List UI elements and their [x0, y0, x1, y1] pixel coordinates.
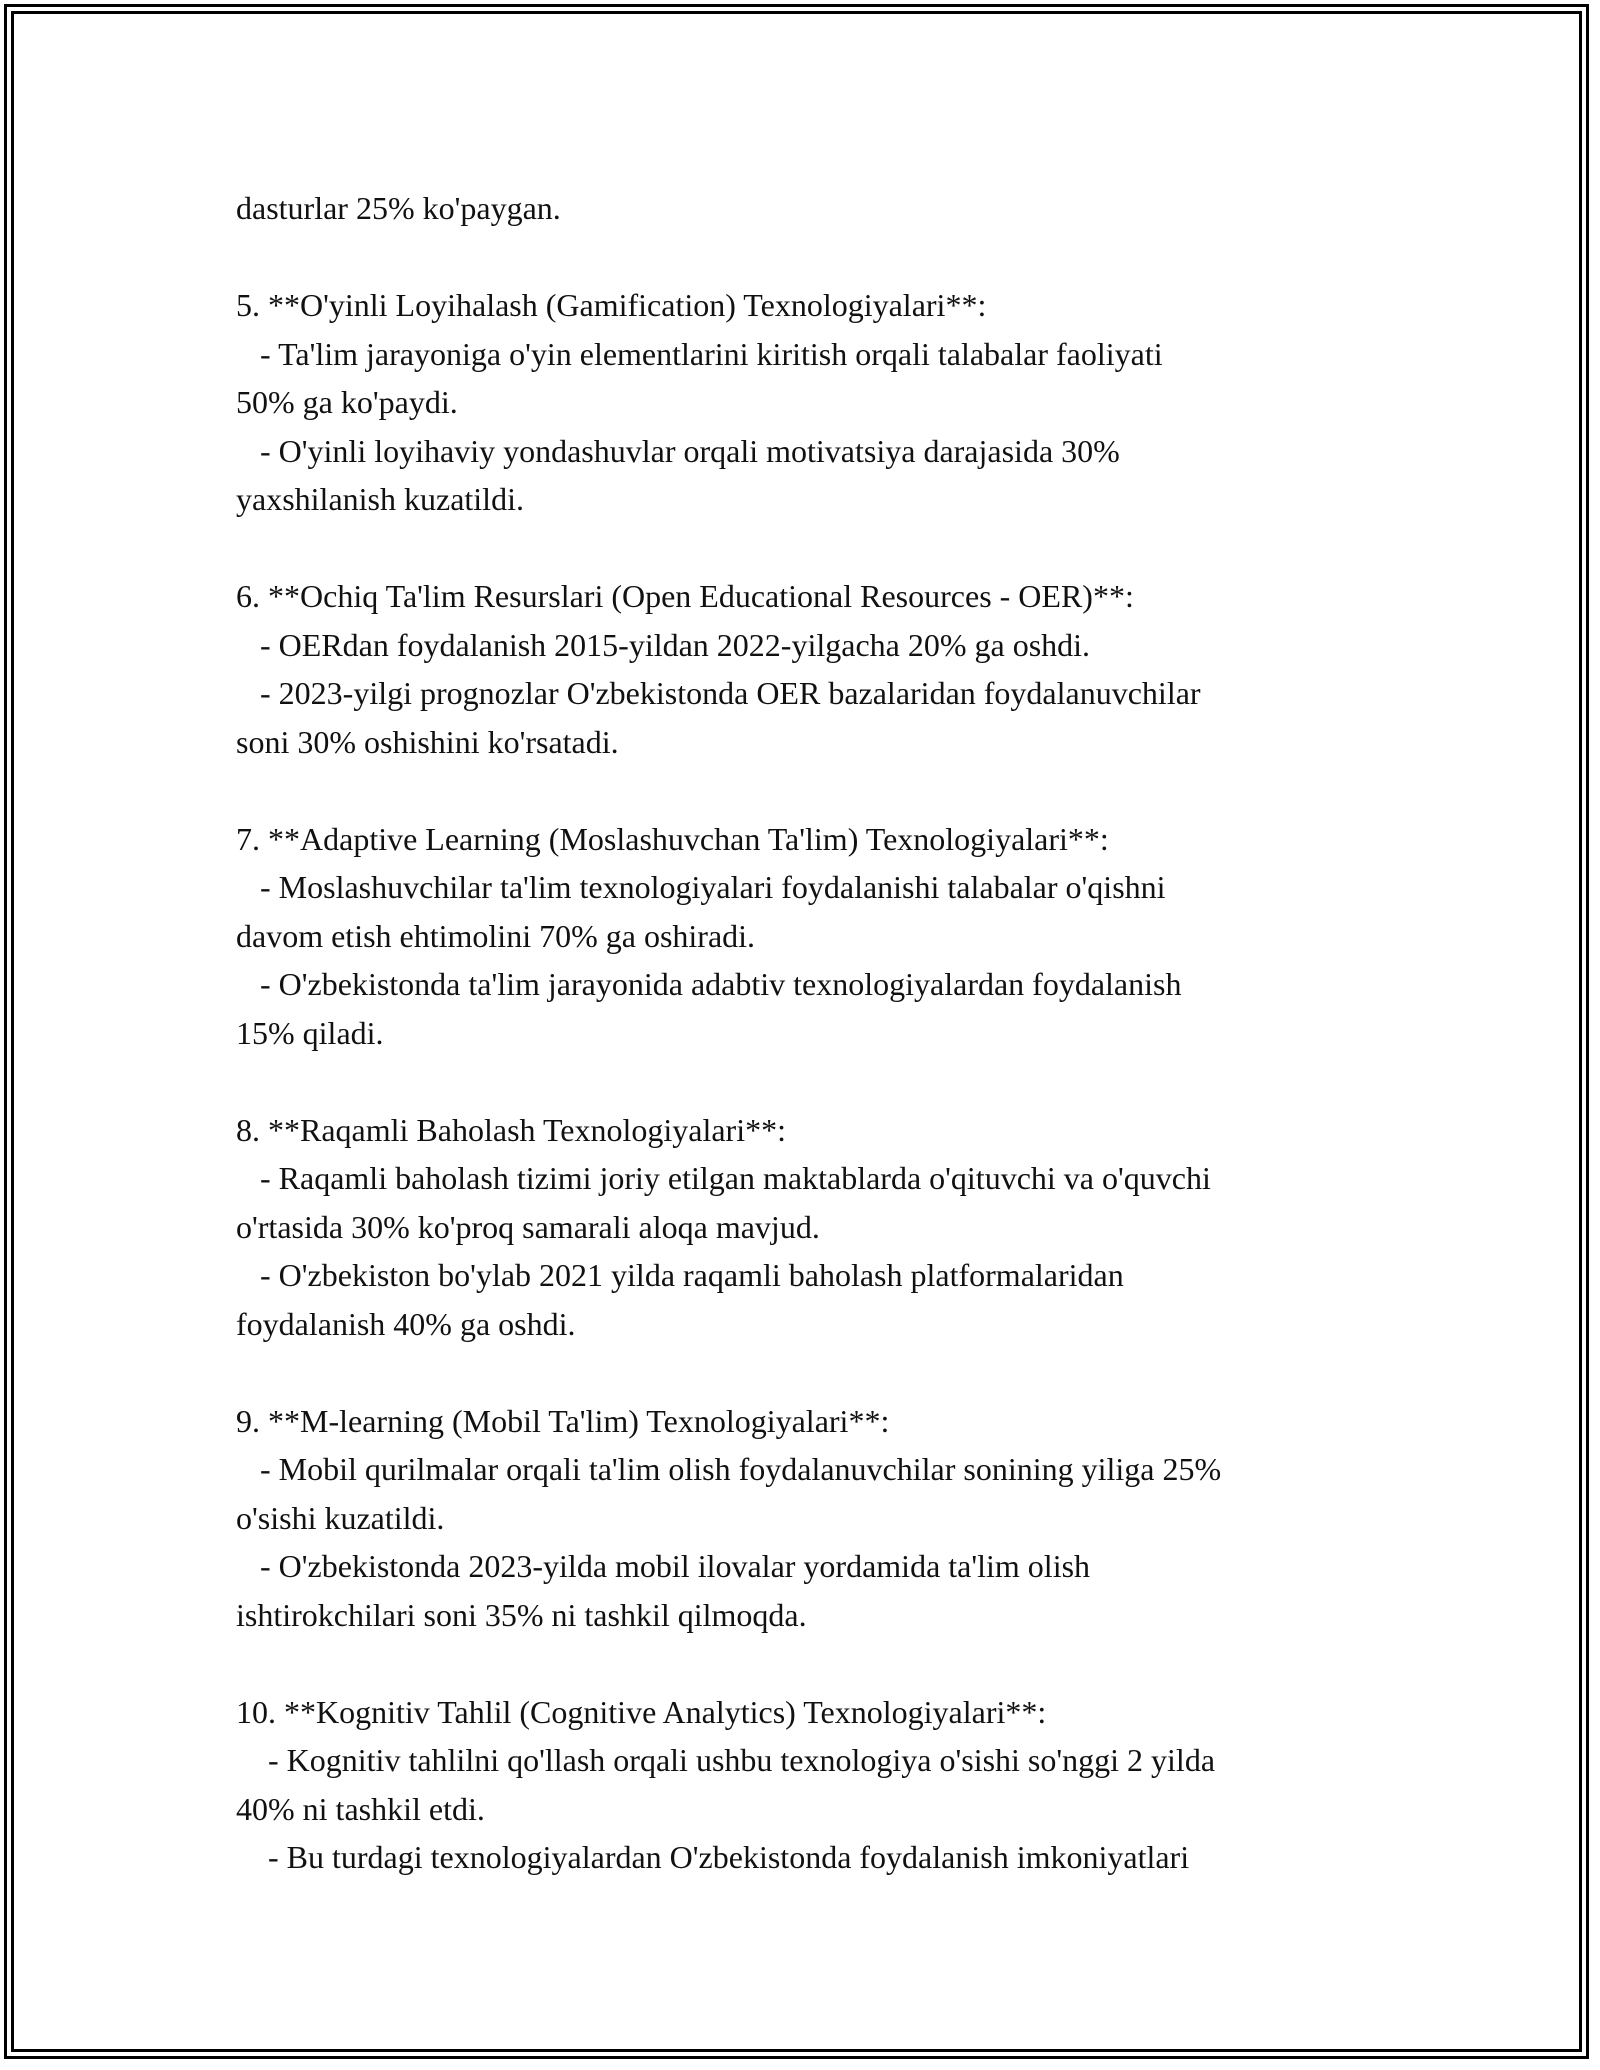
- text-line: 50% ga ko'paydi.: [236, 384, 458, 420]
- blank-line: [236, 766, 1436, 815]
- text-line: o'sishi kuzatildi.: [236, 1499, 445, 1536]
- text-line: - 2023-yilgi prognozlar O'zbekistonda OER bazalaridan foydalanuvchilar: [236, 675, 1201, 711]
- text-line: 40% ni tashkil etdi.: [236, 1790, 485, 1827]
- blank-line: [236, 524, 1436, 573]
- text-line: - Ta'lim jarayoniga o'yin elementlarini kiritish orqali talabalar faoliyati: [236, 335, 1163, 372]
- text-line: dasturlar 25% ko'paygan.: [236, 190, 561, 226]
- document-body: [236, 184, 1436, 1882]
- text-line: o'rtasida 30% ko'proq samarali aloqa mavjud.: [236, 1208, 820, 1245]
- text-line: soni 30% oshishini ko'rsatadi.: [236, 723, 619, 760]
- blank-line: [236, 1348, 1436, 1397]
- text-line: - Moslashuvchilar ta'lim texnologiyalari foydalanishi talabalar o'qishni: [236, 869, 1166, 905]
- text-line: ishtirokchilari soni 35% ni tashkil qilmoqda.: [236, 1596, 807, 1633]
- section-heading-7: 7. **Adaptive Learning (Moslashuvchan Ta'lim) Texnologiyalari**:: [236, 820, 1109, 857]
- text-line: 15% qiladi.: [236, 1014, 384, 1051]
- text-line: davom etish ehtimolini 70% ga oshiradi.: [236, 917, 756, 954]
- text-line: - O'zbekistonda ta'lim jarayonida adabtiv texnologiyalardan foydalanish: [236, 966, 1182, 1002]
- text-line: - Raqamli baholash tizimi joriy etilgan maktablarda o'qituvchi va o'quvchi: [236, 1160, 1211, 1196]
- text-line: foydalanish 40% ga oshdi.: [236, 1305, 576, 1342]
- text-line: - Mobil qurilmalar orqali ta'lim olish foydalanuvchilar sonining yiliga 25%: [236, 1451, 1222, 1487]
- section-heading-5: 5. **O'yinli Loyihalash (Gamification) Texnologiyalari**:: [236, 287, 987, 323]
- text-line: - O'zbekistonda 2023-yilda mobil ilovalar yordamida ta'lim olish: [236, 1548, 1091, 1584]
- text-line: - Kognitiv tahlilni qo'llash orqali ushbu texnologiya o'sishi so'nggi 2 yilda: [236, 1742, 1216, 1778]
- blank-line: [236, 1057, 1436, 1106]
- text-line: yaxshilanish kuzatildi.: [236, 481, 524, 517]
- section-heading-8: 8. **Raqamli Baholash Texnologiyalari**:: [236, 1111, 786, 1148]
- section-heading-9: 9. **M-learning (Mobil Ta'lim) Texnologiyalari**:: [236, 1402, 890, 1439]
- text-line: - Bu turdagi texnologiyalardan O'zbekistonda foydalanish imkoniyatlari: [236, 1839, 1190, 1875]
- section-heading-10: 10. **Kognitiv Tahlil (Cognitive Analytics) Texnologiyalari**:: [236, 1693, 1047, 1730]
- blank-line: [236, 1639, 1436, 1688]
- blank-line: [236, 233, 1436, 282]
- text-line: - OERdan foydalanish 2015-yildan 2022-yilgacha 20% ga oshdi.: [236, 626, 1091, 663]
- section-heading-6: 6. **Ochiq Ta'lim Resurslari (Open Educational Resources - OER)**:: [236, 578, 1134, 614]
- text-line: - O'yinli loyihaviy yondashuvlar orqali motivatsiya darajasida 30%: [236, 432, 1120, 469]
- text-line: - O'zbekiston bo'ylab 2021 yilda raqamli baholash platformalaridan: [236, 1257, 1124, 1293]
